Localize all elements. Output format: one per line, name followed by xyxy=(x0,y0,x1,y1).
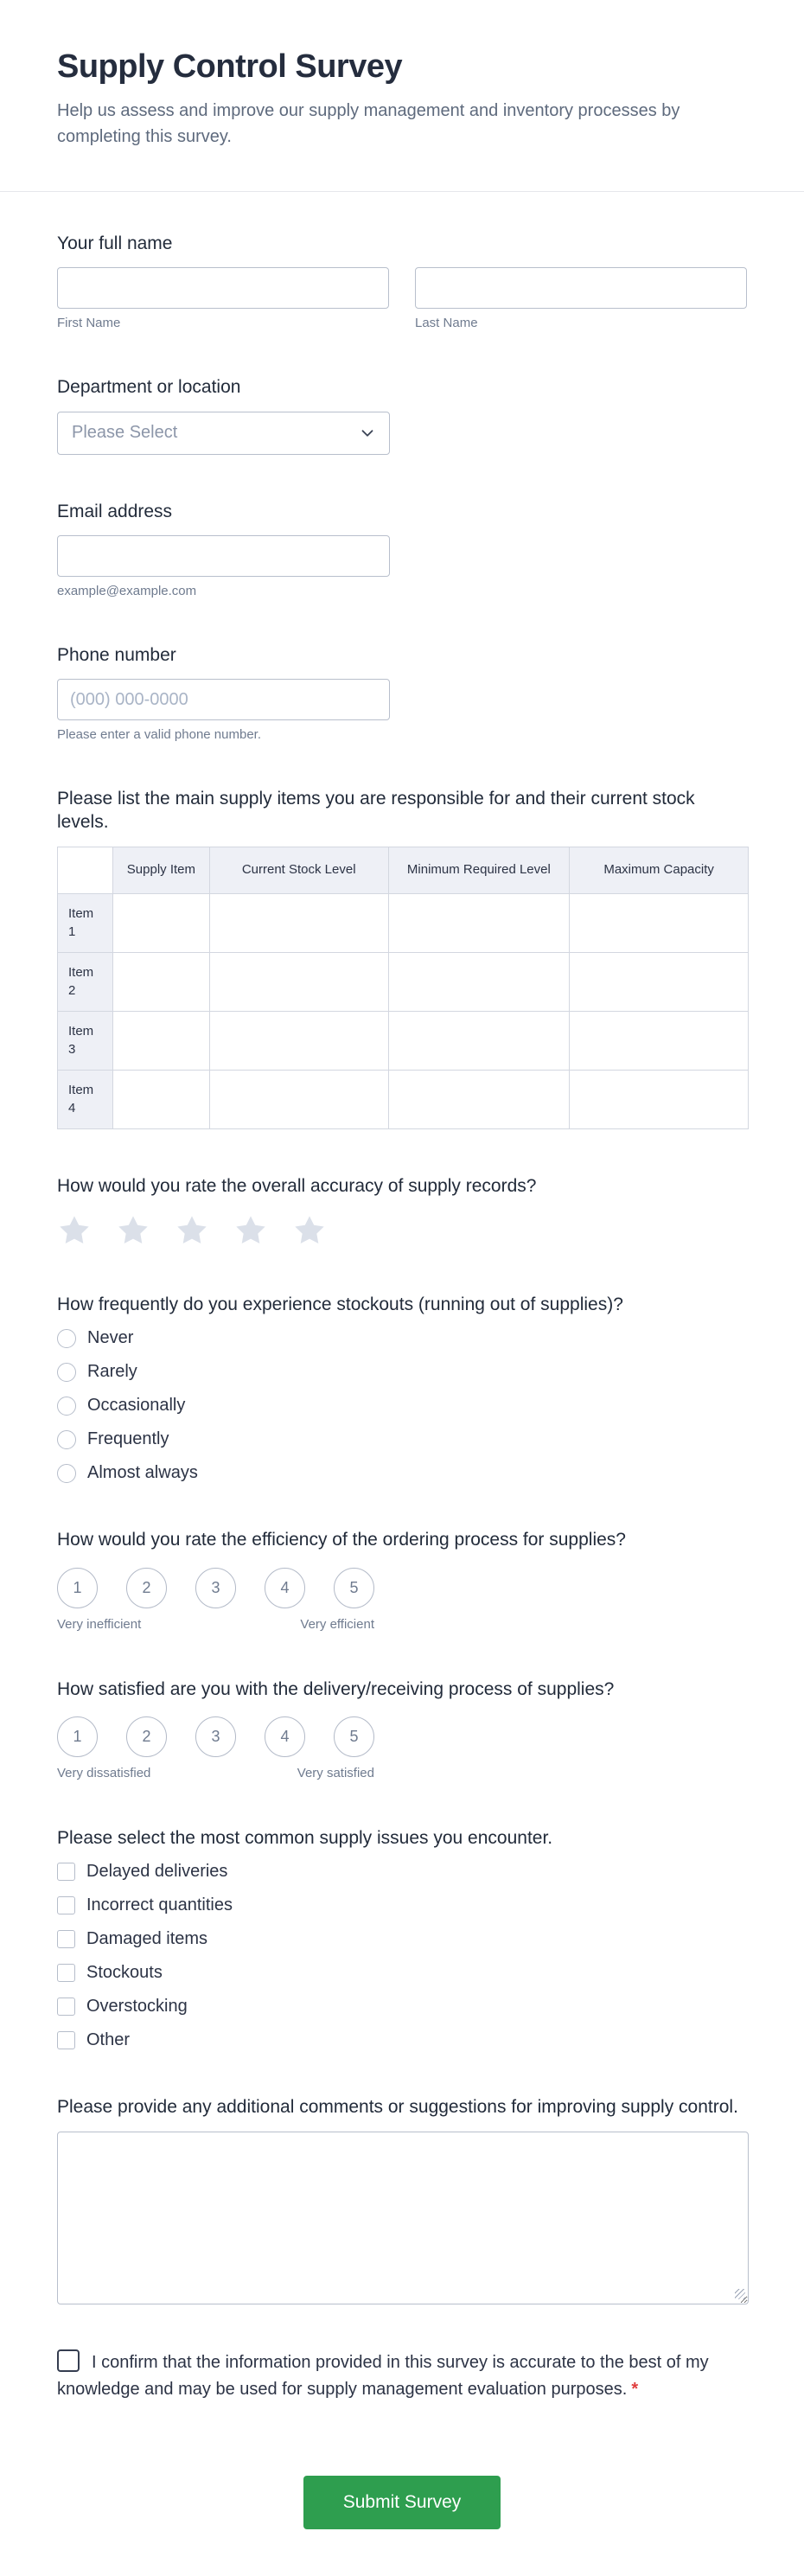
required-asterisk: * xyxy=(631,2379,639,2399)
checkbox-label: Other xyxy=(86,2030,131,2050)
table-column-header: Supply Item xyxy=(112,847,209,893)
table-cell-input[interactable] xyxy=(210,894,388,951)
delivery-scale xyxy=(57,1716,374,1780)
checkbox-option[interactable] xyxy=(57,2030,747,2050)
form-title: Supply Control Survey xyxy=(57,48,403,85)
radio-button[interactable] xyxy=(57,1430,76,1449)
phone-input[interactable] xyxy=(57,679,390,720)
chevron-down-icon xyxy=(358,424,377,443)
first-name-input[interactable] xyxy=(57,267,389,309)
question-supply-table xyxy=(57,787,747,1129)
table-column-header: Minimum Required Level xyxy=(388,847,570,893)
table-column-header: Current Stock Level xyxy=(209,847,388,893)
radio-option[interactable] xyxy=(57,1463,747,1483)
delivery-label: How satisfied are you with the delivery/receiving process of supplies? xyxy=(57,1678,615,1699)
checkbox-label: Overstocking xyxy=(86,1997,188,2017)
form-subtitle: Help us assess and improve our supply management and inventory processes by completing this survey. xyxy=(57,101,680,146)
checkbox-label: Damaged items xyxy=(86,1929,208,1949)
radio-button[interactable] xyxy=(57,1464,76,1483)
star-icon[interactable] xyxy=(292,1213,327,1248)
star-icon[interactable] xyxy=(116,1213,150,1248)
form-header xyxy=(0,0,804,191)
table-cell-input[interactable] xyxy=(570,1071,748,1128)
table-cell-input[interactable] xyxy=(113,894,209,951)
table-row-header: Item 1 xyxy=(58,893,113,952)
comments-textarea[interactable] xyxy=(57,2132,749,2304)
table-cell-input[interactable] xyxy=(389,1012,570,1069)
checkbox-option[interactable] xyxy=(57,1895,747,1915)
table-cell-input[interactable] xyxy=(113,953,209,1010)
supply-table-label: Please list the main supply items you are responsible for and their current stock levels. xyxy=(57,789,695,833)
last-name-sublabel: Last Name xyxy=(415,316,478,331)
comments-label: Please provide any additional comments or suggestions for improving supply control. xyxy=(57,2097,738,2118)
last-name-input[interactable] xyxy=(415,267,747,309)
radio-label: Rarely xyxy=(87,1362,137,1382)
star-icon[interactable] xyxy=(57,1213,92,1248)
phone-sublabel: Please enter a valid phone number. xyxy=(57,727,261,743)
scale-min-label: Very inefficient xyxy=(57,1616,142,1632)
table-cell-input[interactable] xyxy=(570,953,748,1010)
table-row xyxy=(58,952,749,1011)
star-icon[interactable] xyxy=(175,1213,209,1248)
confirmation-block xyxy=(57,2349,747,2403)
checkbox-label: Stockouts xyxy=(86,1963,163,1983)
radio-option[interactable] xyxy=(57,1396,747,1416)
scale-min-label: Very dissatisfied xyxy=(57,1765,151,1780)
table-cell-input[interactable] xyxy=(113,1012,209,1069)
table-row xyxy=(58,1070,749,1128)
scale-option[interactable]: 1 xyxy=(57,1568,98,1608)
scale-option[interactable]: 1 xyxy=(57,1716,98,1757)
checkbox-label: Delayed deliveries xyxy=(86,1862,228,1882)
table-cell-input[interactable] xyxy=(210,1012,388,1069)
radio-button[interactable] xyxy=(57,1329,76,1348)
checkbox-option[interactable] xyxy=(57,1862,747,1882)
checkbox[interactable] xyxy=(57,1998,75,2016)
star-rating xyxy=(57,1213,747,1248)
checkbox[interactable] xyxy=(57,1863,75,1881)
department-label: Department or location xyxy=(57,377,241,398)
ordering-scale xyxy=(57,1568,374,1632)
checkbox[interactable] xyxy=(57,1896,75,1914)
supply-table xyxy=(57,847,749,1129)
table-corner-cell xyxy=(58,847,113,893)
email-label: Email address xyxy=(57,501,173,521)
full-name-label: Your full name xyxy=(57,233,173,253)
table-cell-input[interactable] xyxy=(570,894,748,951)
form-body xyxy=(0,192,804,2576)
scale-option[interactable]: 5 xyxy=(334,1568,374,1608)
question-department xyxy=(57,375,747,454)
first-name-sublabel: First Name xyxy=(57,316,121,331)
table-cell-input[interactable] xyxy=(210,953,388,1010)
accuracy-label: How would you rate the overall accuracy of supply records? xyxy=(57,1175,537,1196)
confirm-text: I confirm that the information provided in this survey is accurate to the best of my knowledge and may be used for supply management evaluation purposes. xyxy=(57,2352,709,2399)
radio-label: Never xyxy=(87,1328,134,1348)
checkbox[interactable] xyxy=(57,1964,75,1982)
question-stockouts xyxy=(57,1293,747,1483)
radio-label: Occasionally xyxy=(87,1396,186,1416)
question-full-name xyxy=(57,232,747,330)
radio-option[interactable] xyxy=(57,1328,747,1348)
table-cell-input[interactable] xyxy=(389,894,570,951)
email-sublabel: example@example.com xyxy=(57,583,197,598)
issues-label: Please select the most common supply issues you encounter. xyxy=(57,1827,553,1848)
checkbox[interactable] xyxy=(57,1930,75,1948)
radio-label: Frequently xyxy=(87,1429,169,1449)
department-select-placeholder: Please Select xyxy=(72,423,178,443)
checkbox[interactable] xyxy=(57,2031,75,2049)
checkbox-option[interactable] xyxy=(57,1963,747,1983)
checkbox-option[interactable] xyxy=(57,1997,747,2017)
checkbox-label: Incorrect quantities xyxy=(86,1895,233,1915)
scale-option[interactable]: 5 xyxy=(334,1716,374,1757)
table-row-header: Item 3 xyxy=(58,1011,113,1070)
submit-row xyxy=(57,2476,747,2541)
department-select[interactable] xyxy=(57,412,390,455)
table-cell-input[interactable] xyxy=(389,953,570,1010)
submit-button[interactable]: Submit Survey xyxy=(303,2476,501,2529)
question-comments xyxy=(57,2095,747,2304)
scale-max-label: Very efficient xyxy=(300,1616,374,1632)
star-icon[interactable] xyxy=(233,1213,268,1248)
ordering-label: How would you rate the efficiency of the ordering process for supplies? xyxy=(57,1530,626,1550)
table-cell-input[interactable] xyxy=(389,1071,570,1128)
email-input[interactable] xyxy=(57,535,390,577)
stockouts-label: How frequently do you experience stockouts (running out of supplies)? xyxy=(57,1294,623,1315)
scale-option[interactable]: 4 xyxy=(265,1568,305,1608)
phone-label: Phone number xyxy=(57,644,176,665)
scale-option[interactable]: 2 xyxy=(126,1568,167,1608)
radio-button[interactable] xyxy=(57,1363,76,1382)
question-email xyxy=(57,500,747,598)
table-column-header: Maximum Capacity xyxy=(570,847,749,893)
table-cell-input[interactable] xyxy=(113,1071,209,1128)
scale-max-label: Very satisfied xyxy=(297,1765,374,1780)
question-phone xyxy=(57,643,747,742)
table-cell-input[interactable] xyxy=(570,1012,748,1069)
table-row xyxy=(58,1011,749,1070)
table-row xyxy=(58,893,749,952)
question-delivery-satisfaction xyxy=(57,1678,747,1781)
scale-option[interactable]: 4 xyxy=(265,1716,305,1757)
checkbox-option[interactable] xyxy=(57,1929,747,1949)
scale-option[interactable]: 2 xyxy=(126,1716,167,1757)
radio-label: Almost always xyxy=(87,1463,198,1483)
radio-option[interactable] xyxy=(57,1429,747,1449)
scale-option[interactable]: 3 xyxy=(195,1716,236,1757)
question-accuracy-rating xyxy=(57,1174,747,1248)
scale-option[interactable]: 3 xyxy=(195,1568,236,1608)
radio-button[interactable] xyxy=(57,1397,76,1416)
table-row-header: Item 2 xyxy=(58,952,113,1011)
confirm-checkbox[interactable] xyxy=(57,2349,80,2372)
table-cell-input[interactable] xyxy=(210,1071,388,1128)
question-ordering-efficiency xyxy=(57,1528,747,1632)
table-row-header: Item 4 xyxy=(58,1070,113,1128)
radio-option[interactable] xyxy=(57,1362,747,1382)
question-supply-issues xyxy=(57,1826,747,2050)
